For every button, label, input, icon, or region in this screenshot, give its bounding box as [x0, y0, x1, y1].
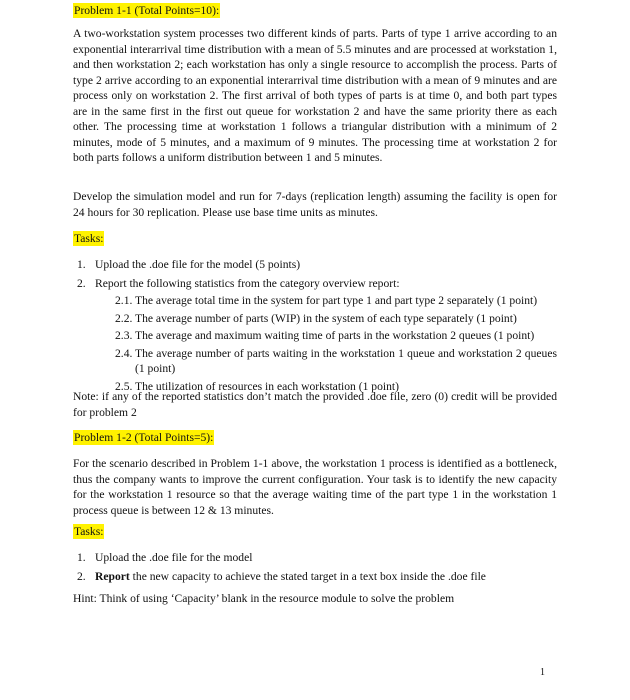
- problem-1-description: A two-workstation system processes two different kinds of parts. Parts of type 1 arrive according to an exponential interarrival time distribution with a mean of 5.5 minutes and are processed at workstation 1, and then workstation 2; each workstation has only a single resource to accomplish the process. Parts of type 2 arrive according to an exponential interarrival time distribution with a mean of 9 minutes and are process only on workstation 2. The first arrival of both types of parts is at time 0, and both part types are in the same first in the first out queue for workstation 2 and have the same priority there as each other. The processing time at workstation 1 follows a triangular distribution with a minimum of 2 minutes, mode of 5 minutes, and a maximum of 9 minutes. The processing time at workstation 2 for both parts follows a uniform distribution between 1 and 5 minutes.: [73, 27, 557, 164]
- list-item: 2.1. The average total time in the system for part type 1 and part type 2 separately (1 point): [115, 294, 538, 307]
- page-number: 1: [540, 667, 545, 678]
- list-item: 2. Report the new capacity to achieve the stated target in a text box inside the .doe file: [77, 569, 486, 583]
- problem-1-subtask-list: [95, 293, 557, 394]
- problem-2-heading: Problem 1-2 (Total Points=5):: [74, 431, 214, 444]
- problem-1-heading: Problem 1-1 (Total Points=10):: [74, 4, 220, 17]
- problem-2-tasks-heading: Tasks:: [74, 525, 104, 538]
- problem-2-hint: Hint: Think of using ‘Capacity’ blank in the resource module to solve the problem: [73, 592, 455, 605]
- document-page: [73, 0, 557, 700]
- list-item: 2.2. The average number of parts (WIP) in the system of each type separately (1 point): [115, 311, 517, 325]
- problem-1-tasks-heading: Tasks:: [74, 232, 104, 245]
- problem-2-description: For the scenario described in Problem 1-1 above, the workstation 1 process is identified as a bottleneck, thus the company wants to improve the current configuration. Your task is to identify the new capacity for the workstation 1 resource so that the average waiting time of the part type 1 in the workstation 1 process queue is between 12 & 13 minutes.: [73, 457, 557, 517]
- list-item: 2.3. The average and maximum waiting time of parts in the workstation 2 queues (1 point): [115, 329, 535, 342]
- list-item: 2. Report the following statistics from the category overview report: 2.1. The average total time in the system for part type 1 and part type 2 separately (1 point) 2.2. The average number of parts (WIP) in the system of each type separately (1 point) 2.3. The average and maximum waiting time of parts in the workstation 2 queues (1 point) 2.4. The average number of parts waiting in the workstation 1 queue and workstation 2 queues (1 point) 2.5. The utilization of resources in each workstation (1 point): [77, 276, 557, 393]
- list-item: 2.4. The average number of parts waiting in the workstation 1 queue and workstation 2 queues (1 point): [115, 346, 557, 375]
- problem-1-develop-text: Develop the simulation model and run for 7-days (replication length) assuming the facility is open for 24 hours for 30 replication. Please use base time units as minutes.: [73, 190, 557, 219]
- problem-1-task-list: [73, 257, 557, 397]
- list-item: 1. Upload the .doe file for the model: [77, 551, 253, 564]
- list-item: 1. Upload the .doe file for the model (5 points): [77, 258, 301, 271]
- list-item: 2.5. The utilization of resources in each workstation (1 point): [115, 379, 400, 393]
- problem-2-task-list: [73, 550, 557, 587]
- problem-1-note: Note: if any of the reported statistics don’t match the provided .doe file, zero (0) credit will be provided for problem 2: [73, 390, 557, 419]
